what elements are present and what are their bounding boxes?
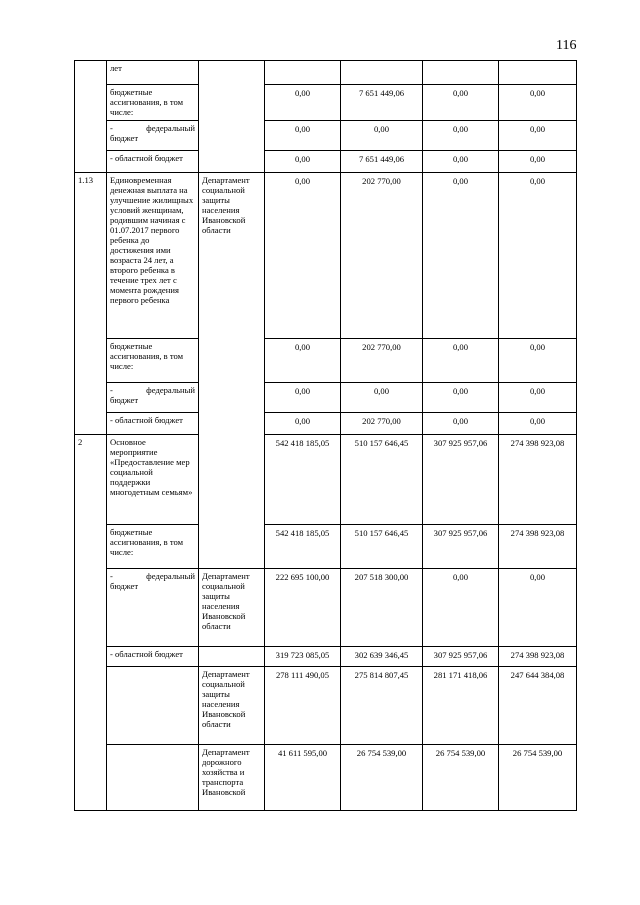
amount-cell: 0,00	[265, 383, 341, 413]
table-row	[75, 525, 577, 569]
item-name-cell: - областной бюджет	[107, 151, 199, 173]
item-name-word: бюджет	[110, 133, 139, 143]
amount-cell: 202 770,00	[341, 173, 423, 339]
item-name-cell: лет	[107, 61, 199, 85]
department-cell	[199, 647, 265, 667]
amount-cell: 0,00	[265, 151, 341, 173]
amount-cell: 26 754 539,00	[499, 745, 577, 811]
department-cell	[199, 61, 265, 173]
department-cell: Департамент социальной защиты населения Ивановской области	[199, 667, 265, 745]
amount-cell: 0,00	[423, 569, 499, 647]
amount-cell: 7 651 449,06	[341, 151, 423, 173]
amount-cell	[423, 61, 499, 85]
amount-cell: 0,00	[499, 339, 577, 383]
table-row	[75, 85, 577, 121]
row-number-cell: 2	[75, 435, 107, 811]
amount-cell	[499, 61, 577, 85]
item-name-word: федеральный	[146, 385, 195, 395]
amount-cell: 26 754 539,00	[341, 745, 423, 811]
page-number: 116	[556, 38, 577, 53]
amount-cell: 0,00	[265, 173, 341, 339]
amount-cell	[265, 61, 341, 85]
amount-cell: 274 398 923,08	[499, 435, 577, 525]
table-row	[75, 647, 577, 667]
amount-cell: 274 398 923,08	[499, 647, 577, 667]
amount-cell: 307 925 957,06	[423, 525, 499, 569]
item-name-cell: бюджетные ассигнования, в том числе:	[107, 525, 199, 569]
amount-cell: 0,00	[423, 413, 499, 435]
item-name-word: федеральный	[146, 123, 195, 133]
item-name-word: федеральный	[146, 571, 195, 581]
table-row	[75, 435, 577, 525]
amount-cell	[341, 61, 423, 85]
item-name-line	[110, 571, 195, 581]
item-name-cell: Единовременная денежная выплата на улучшение жилищных условий женщинам, родившим начиная с 01.07.2017 первого ребенка до достижения ими возраста 24 лет, а второго ребенка в течение трех лет с момента рождения первого ребенка	[107, 173, 199, 339]
amount-cell: 202 770,00	[341, 413, 423, 435]
amount-cell: 0,00	[499, 173, 577, 339]
item-name-cell	[107, 667, 199, 745]
amount-cell: 0,00	[423, 173, 499, 339]
amount-cell: 26 754 539,00	[423, 745, 499, 811]
table-row	[75, 667, 577, 745]
amount-cell: 274 398 923,08	[499, 525, 577, 569]
amount-cell: 0,00	[265, 413, 341, 435]
amount-cell: 202 770,00	[341, 339, 423, 383]
table-row	[75, 339, 577, 383]
amount-cell: 7 651 449,06	[341, 85, 423, 121]
amount-cell: 510 157 646,45	[341, 435, 423, 525]
item-name-cell: бюджетные ассигнования, в том числе:	[107, 339, 199, 383]
amount-cell: 0,00	[499, 413, 577, 435]
amount-cell: 542 418 185,05	[265, 525, 341, 569]
item-name-cell	[107, 569, 199, 647]
item-name-dash: -	[110, 571, 113, 581]
table-row	[75, 745, 577, 811]
item-name-line	[110, 385, 195, 395]
amount-cell: 207 518 300,00	[341, 569, 423, 647]
amount-cell: 247 644 384,08	[499, 667, 577, 745]
amount-cell: 0,00	[341, 121, 423, 151]
amount-cell: 0,00	[341, 383, 423, 413]
amount-cell: 0,00	[499, 569, 577, 647]
table-row	[75, 121, 577, 151]
item-name-cell: Основное мероприятие «Предоставление мер социальной поддержки многодетным семьям»	[107, 435, 199, 525]
row-number-cell: 1.13	[75, 173, 107, 435]
amount-cell: 0,00	[499, 151, 577, 173]
item-name-dash: -	[110, 385, 113, 395]
amount-cell: 41 611 595,00	[265, 745, 341, 811]
item-name-dash: -	[110, 123, 113, 133]
amount-cell: 542 418 185,05	[265, 435, 341, 525]
item-name-cell: - областной бюджет	[107, 413, 199, 435]
amount-cell: 0,00	[265, 85, 341, 121]
amount-cell: 278 111 490,05	[265, 667, 341, 745]
amount-cell: 0,00	[423, 383, 499, 413]
amount-cell: 0,00	[265, 121, 341, 151]
table-row	[75, 383, 577, 413]
amount-cell: 275 814 807,45	[341, 667, 423, 745]
amount-cell: 0,00	[499, 121, 577, 151]
item-name-word: бюджет	[110, 395, 139, 405]
item-name-cell: - областной бюджет	[107, 647, 199, 667]
amount-cell: 302 639 346,45	[341, 647, 423, 667]
table-row	[75, 61, 577, 85]
amount-cell: 0,00	[423, 121, 499, 151]
budget-table	[74, 60, 577, 811]
table-row	[75, 173, 577, 339]
table-body	[75, 61, 577, 811]
amount-cell: 0,00	[265, 339, 341, 383]
row-number-cell	[75, 61, 107, 173]
table-row	[75, 151, 577, 173]
item-name-cell	[107, 121, 199, 151]
item-name-cell	[107, 383, 199, 413]
amount-cell: 307 925 957,06	[423, 647, 499, 667]
amount-cell: 0,00	[499, 383, 577, 413]
amount-cell: 307 925 957,06	[423, 435, 499, 525]
department-cell: Департамент социальной защиты населения Ивановской области	[199, 173, 265, 569]
amount-cell: 0,00	[499, 85, 577, 121]
item-name-cell: бюджетные ассигнования, в том числе:	[107, 85, 199, 121]
amount-cell: 0,00	[423, 151, 499, 173]
department-cell: Департамент дорожного хозяйства и транспорта Ивановской	[199, 745, 265, 811]
amount-cell: 510 157 646,45	[341, 525, 423, 569]
item-name-word: бюджет	[110, 581, 139, 591]
amount-cell: 0,00	[423, 85, 499, 121]
amount-cell: 222 695 100,00	[265, 569, 341, 647]
amount-cell: 0,00	[423, 339, 499, 383]
amount-cell: 281 171 418,06	[423, 667, 499, 745]
amount-cell: 319 723 085,05	[265, 647, 341, 667]
item-name-line	[110, 123, 195, 133]
table-row	[75, 569, 577, 647]
department-cell: Департамент социальной защиты населения Ивановской области	[199, 569, 265, 647]
item-name-cell	[107, 745, 199, 811]
table-row	[75, 413, 577, 435]
